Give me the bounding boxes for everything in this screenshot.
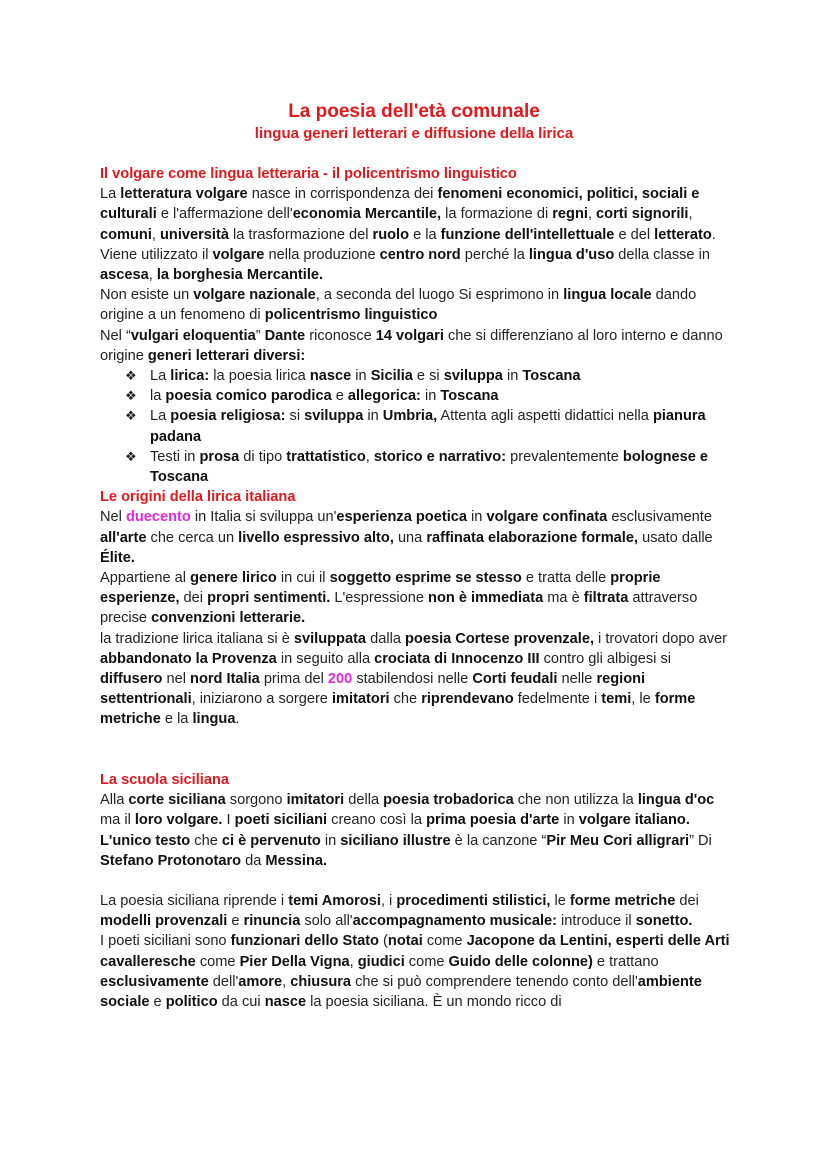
text-run: ” [255,327,265,344]
bold-text: volgare italiano. [578,812,690,829]
bold-text: generi letterari diversi: [147,347,306,364]
list-item [125,447,732,487]
bold-text: sviluppa [304,408,364,425]
bold-text: ambiente sociale [100,973,702,1011]
bold-text: prima poesia d'arte [426,812,560,829]
list-item [125,366,732,386]
bold-text: sviluppata [293,630,367,647]
text-run: creano così la [327,812,427,829]
text-run: e si [412,368,444,385]
bold-text: Toscana [522,368,581,385]
bold-text: sonetto. [635,913,693,930]
text-run: nel [162,671,191,688]
text-run: prevalentemente [506,448,623,465]
text-run: dei [675,893,699,910]
bold-text: giudici [357,953,405,970]
bold-text: prosa [199,448,240,465]
bold-text: trattatistico [286,448,366,465]
text-run: e la [409,226,441,243]
text-run: ” Di [689,832,712,849]
text-run: attraverso precise [100,590,698,627]
bold-text: università [160,226,229,243]
text-run: in [466,509,487,526]
bold-text: forme metriche [569,893,676,910]
bold-text: 14 volgari [375,327,444,344]
text-run: Attenta agli aspetti didattici nella [437,408,653,425]
text-run: dalla [366,630,406,647]
bold-text: centro nord [379,246,461,263]
bold-text: storico e narrativo: [373,448,507,465]
text-run: in [320,832,341,849]
page-title: La poesia dell'età comunale [288,101,540,122]
paragraph [100,568,732,629]
bold-text: Corti feudali [472,671,558,688]
text-run: , [688,206,693,223]
text-run: e [227,913,244,930]
text-run: La poesia siciliana riprende i [100,893,289,910]
text-run: le [550,893,570,910]
text-run: La [100,186,121,203]
bold-text: raffinata elaborazione formale, [426,529,639,546]
text-run: in [502,368,523,385]
paragraph [100,629,732,730]
bold-text: poesia comico parodica [165,388,332,405]
page-subtitle: lingua generi letterari e diffusione della lirica [254,125,574,142]
text-run: che [190,832,222,849]
text-run: in cui il [276,570,330,587]
bold-text: policentrismo linguistico [264,307,438,324]
text-run: prima del [259,671,328,688]
section-scuola-siciliana [100,770,732,1012]
bold-text: regioni settentrionali [100,671,646,708]
text-run: Appartiene al [100,570,191,587]
bold-text: bolognese e Toscana [150,448,709,486]
text-run: , [282,973,291,990]
text-run: dei [179,590,208,607]
text-run: che si differenziano al loro interno e danno origine [100,327,723,364]
paragraph [100,285,732,325]
paragraph [100,831,732,871]
bold-text: accompagnamento musicale: [352,913,557,930]
paragraph [100,184,732,245]
text-run: e [331,388,348,405]
paragraph [100,245,732,285]
text-run: di tipo [239,448,287,465]
bold-text: procedimenti stilistici, [396,893,551,910]
bold-text: notai [387,933,423,950]
bold-text: Stefano Protonotaro [100,852,242,869]
text-run: La [150,368,171,385]
text-run: nella produzione [264,246,380,263]
text-run: in [559,812,579,829]
bold-text: L'unico testo [100,832,191,849]
bold-text: sviluppa [443,368,503,385]
paragraph [100,326,732,366]
bold-text: corte siciliana [128,792,226,809]
diamond-bullet-icon: ❖ [125,368,137,384]
bold-text: lingua d'oc [637,792,715,809]
text-run: , [587,206,597,223]
bold-text: Dante [264,327,306,344]
paragraph [100,507,732,568]
text-run: e del [614,226,655,243]
text-run: e trattano [592,953,659,970]
bold-text: Élite. [100,549,135,566]
bold-text: loro volgare. [134,812,223,829]
list-item [125,386,732,406]
section-heading: Il volgare come lingua letteraria - il policentrismo linguistico [100,166,517,182]
diamond-bullet-icon: ❖ [125,408,137,424]
text-run: in seguito alla [276,650,375,667]
bold-text: pianura padana [150,408,706,445]
bold-text: poeti siciliani [234,812,328,829]
bold-text: imitatori [286,792,345,809]
bold-text: chiusura [290,973,352,990]
text-run: nasce in corrispondenza dei [247,186,438,203]
text-run: perché la [460,246,529,263]
text-run: introduce il [557,913,636,930]
bold-text: nasce [264,994,307,1011]
bold-text: economia Mercantile, [292,206,442,223]
text-run: Non esiste un [100,287,194,304]
bold-text: volgare nazionale [193,287,316,304]
text-run: riconosce [305,327,376,344]
bold-text: la borghesia Mercantile. [156,267,324,284]
text-run: una [393,529,427,546]
text-run: in [351,368,371,385]
bold-text: comuni [100,226,152,243]
text-run: della [344,792,384,809]
bold-text: modelli provenzali [100,913,228,930]
text-run: Nel [100,509,126,526]
bold-text: corti signorili [596,206,689,223]
bold-text: propri sentimenti. [207,590,331,607]
text-run: della classe in [614,246,710,263]
bold-text: soggetto esprime se stesso [329,570,522,587]
text-run: solo all' [300,913,353,930]
text-run: e la [160,711,193,728]
bold-text: vulgari eloquentia [130,327,256,344]
diamond-bullet-icon: ❖ [125,388,137,404]
bold-text: regni [552,206,588,223]
bold-text: Guido delle colonne) [448,953,593,970]
diamond-bullet-icon: ❖ [125,448,137,464]
text-run: ma è [543,590,584,607]
bold-text: riprendevano [421,691,514,708]
text-run: , le [631,691,655,708]
section-heading: Le origini della lirica italiana [100,489,296,506]
text-run: fedelmente i [513,691,602,708]
bold-text: Pier Della Vigna [239,953,350,970]
bold-text: ascesa [100,267,149,284]
paragraph [100,891,732,931]
text-run: , iniziarono a sorgere [191,691,332,708]
bold-text: poesia trobadorica [383,792,514,809]
bold-text: nord Italia [190,671,260,688]
highlighted-text: 200 [327,671,353,688]
text-run: ( [378,933,388,950]
bold-text: Pir Meu Cori alligrari [546,832,690,849]
list-item [125,406,732,446]
bold-text: lirica: [170,368,210,385]
bold-text: funzionari dello Stato [230,933,379,950]
text-run: dando origine a un fenomeno di [100,287,697,324]
text-run: ma il [100,812,135,829]
bold-text: fenomeni economici, politici, sociali e culturali [100,186,700,223]
text-run: i trovatori dopo aver [594,630,728,647]
bold-text: ci è pervenuto [221,832,321,849]
bold-text: crociata di Innocenzo III [374,650,540,667]
text-run: la poesia siciliana. È un mondo ricco di [306,994,562,1011]
text-run: da cui [217,994,265,1011]
bold-text: amore [238,973,283,990]
bold-text: non è immediata [428,590,544,607]
text-run: come [422,933,467,950]
text-run: che si può comprendere tenendo conto dell' [351,973,638,990]
bold-text: temi Amorosi [288,893,381,910]
text-run: , a seconda del luogo Si esprimono in [315,287,564,304]
bold-text: temi [601,691,632,708]
text-run: , [365,448,374,465]
bold-text: nasce [309,368,352,385]
text-run: si [285,408,305,425]
text-run: la trasformazione del [228,226,373,243]
bold-text: imitatori [331,691,390,708]
bold-text: politico [165,994,218,1011]
text-run: sorgono [225,792,287,809]
bold-text: rinuncia [243,913,301,930]
text-run: L'espressione [330,590,429,607]
text-run: Testi in [150,448,200,465]
text-run: che [389,691,422,708]
paragraph [100,931,732,1012]
text-run: . [711,226,716,243]
text-run: che non utilizza la [513,792,638,809]
text-run: in [420,388,441,405]
bold-text: volgare [212,246,265,263]
text-run: , i [380,893,397,910]
bold-text: allegorica: [347,388,421,405]
bold-text: poesia religiosa: [170,408,286,425]
bold-text: all'arte [100,529,147,546]
genres-list [100,366,732,487]
text-run: I [222,812,235,829]
text-run: Alla [100,792,129,809]
text-run: contro gli albigesi si [539,650,671,667]
section-volgare [100,164,732,730]
text-run: nelle [557,671,597,688]
bold-text: filtrata [583,590,629,607]
text-run: Nel “ [100,327,131,344]
text-run: la tradizione lirica italiana si è [100,630,294,647]
text-run: e tratta delle [521,570,611,587]
text-run: che cerca un [146,529,239,546]
bold-text: siciliano illustre [340,832,451,849]
bold-text: Sicilia [370,368,413,385]
paragraph [100,790,732,830]
text-run: La [150,408,171,425]
bold-text: volgare confinata [486,509,608,526]
bold-text: Jacopone da Lentini, esperti delle Arti cavalleresche [100,933,730,970]
bold-text: letteratura volgare [120,186,248,203]
text-run: I poeti siciliani sono [100,933,231,950]
text-run: esclusivamente [607,509,712,526]
bold-text: lingua locale [563,287,652,304]
bold-text: letterato [654,226,712,243]
text-run: e [149,994,166,1011]
bold-text: lingua d'uso [528,246,615,263]
bold-text: poesia Cortese provenzale, [405,630,594,647]
text-run: in [363,408,383,425]
text-run: come [404,953,449,970]
bold-text: Toscana [440,388,499,405]
text-run: dell' [208,973,239,990]
section-heading: La scuola siciliana [100,772,229,788]
bold-text: forme metriche [100,691,696,728]
bold-text: proprie esperienze, [100,570,661,607]
bold-text: genere lirico [190,570,277,587]
highlighted-text: duecento [125,509,191,526]
text-run: la poesia lirica [209,368,310,385]
text-run: , [349,953,358,970]
text-run: , [148,267,157,284]
bold-text: ruolo [372,226,410,243]
text-run: la formazione di [441,206,553,223]
bold-text: diffusero [100,671,163,688]
text-run: stabilendosi nelle [352,671,473,688]
bold-text: Messina. [265,852,328,869]
bold-text: funzione dell'intellettuale [440,226,615,243]
bold-text: lingua [192,711,236,728]
text-run: . [235,711,240,728]
text-run: come [195,953,240,970]
bold-text: abbandonato la Provenza [100,650,277,667]
bold-text: livello espressivo alto, [238,529,394,546]
text-run: la [150,388,166,405]
text-run: e l'affermazione dell' [156,206,293,223]
text-run: è la canzone “ [450,832,547,849]
bold-text: esclusivamente [100,973,209,990]
bold-text: Umbria, [382,408,438,425]
bold-text: convenzioni letterarie. [151,610,306,627]
text-run: Viene utilizzato il [100,246,213,263]
text-run: in Italia si sviluppa un' [190,509,337,526]
text-run: , [151,226,160,243]
text-run: da [241,852,266,869]
bold-text: esperienza poetica [336,509,467,526]
text-run: usato dalle [638,529,713,546]
